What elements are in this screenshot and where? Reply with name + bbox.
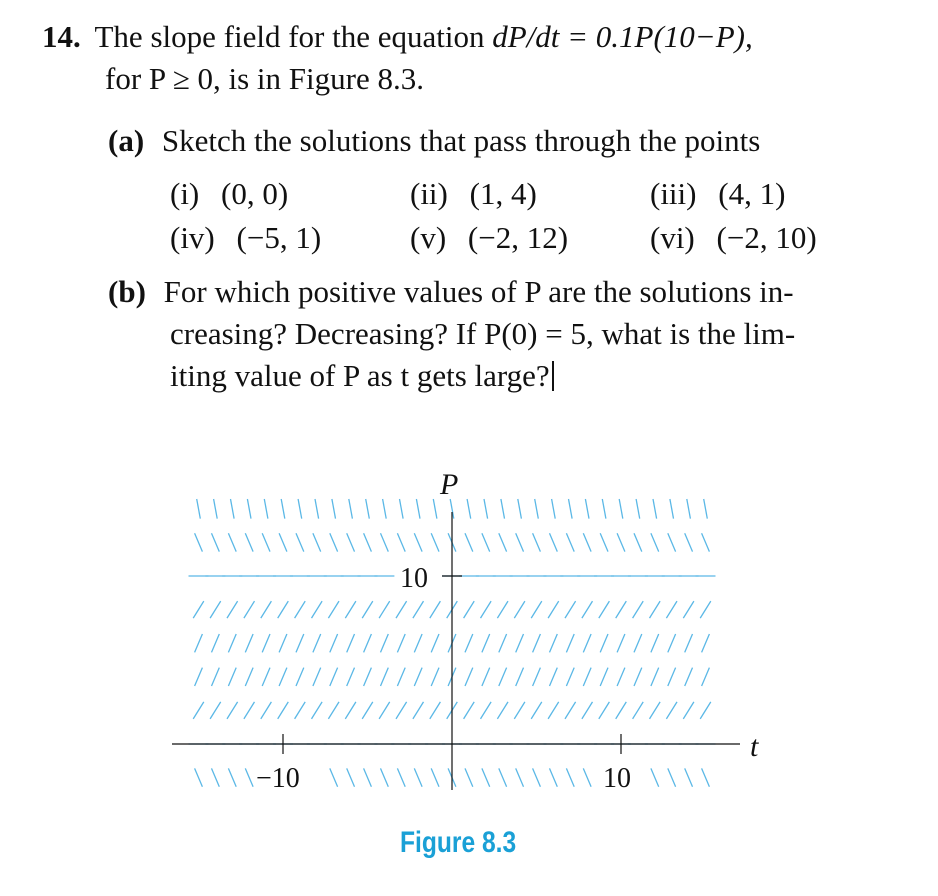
slope-segment: [431, 768, 439, 786]
slope-segment: [600, 668, 608, 686]
slope-segment: [349, 499, 353, 519]
slope-segment: [497, 601, 508, 618]
part-b-line-2: creasing? Decreasing? If P(0) = 5, what is the lim-: [170, 316, 796, 351]
slope-segment: [670, 499, 674, 519]
slope-segment: [262, 668, 270, 686]
slope-segment: [328, 601, 339, 618]
slope-segment: [366, 499, 370, 519]
slope-segment: [497, 702, 508, 719]
slope-segment: [501, 499, 505, 519]
slope-segment: [381, 533, 389, 551]
slope-segment: [430, 601, 441, 618]
slope-segment: [247, 499, 251, 519]
slope-segment: [617, 668, 625, 686]
slope-segment: [668, 668, 676, 686]
slope-segment: [228, 634, 236, 652]
slope-segment: [347, 634, 355, 652]
slope-segment: [636, 499, 640, 519]
slope-segment: [278, 702, 289, 719]
slope-segment: [569, 499, 573, 519]
slope-segment: [413, 702, 424, 719]
slope-segment: [668, 634, 676, 652]
slope-segment: [245, 634, 253, 652]
slope-segment: [634, 668, 642, 686]
slope-segment: [565, 601, 576, 618]
slope-segment: [552, 499, 556, 519]
slope-segment: [227, 601, 238, 618]
slope-segment: [345, 601, 356, 618]
slope-segment: [345, 702, 356, 719]
point-coord: (1, 4): [469, 176, 537, 211]
slope-segment: [210, 702, 221, 719]
slope-segment: [231, 499, 235, 519]
slope-segment: [228, 533, 236, 551]
point-label: (vi): [650, 220, 695, 255]
slope-segment: [296, 634, 304, 652]
part-b-label: (b): [108, 274, 146, 309]
slope-segment: [582, 601, 593, 618]
figure-caption: Figure 8.3: [400, 826, 517, 859]
slope-segment: [685, 533, 693, 551]
slope-segment: [364, 533, 372, 551]
slope-segment: [668, 533, 676, 551]
slope-segment: [195, 768, 203, 786]
slope-segment: [704, 499, 708, 519]
slope-segment: [433, 499, 437, 519]
problem-equation: dP/dt = 0.1P(10−P),: [492, 19, 753, 54]
slope-segment: [465, 634, 473, 652]
slope-segment: [228, 768, 236, 786]
slope-segment: [313, 634, 321, 652]
slope-segment: [683, 601, 694, 618]
slope-segment: [347, 533, 355, 551]
slope-segment: [364, 668, 372, 686]
slope-segment: [296, 668, 304, 686]
point-coord: (−2, 12): [467, 220, 569, 255]
slope-segment: [550, 768, 558, 786]
part-a-label: (a): [108, 123, 145, 158]
slope-segment: [653, 499, 657, 519]
slope-segment: [583, 768, 591, 786]
slope-segment: [533, 668, 541, 686]
slope-segment: [195, 668, 203, 686]
slope-segment: [685, 768, 693, 786]
slope-segment: [651, 634, 659, 652]
problem-line-2: for P ≥ 0, is in Figure 8.3.: [105, 61, 424, 96]
point-label: (iv): [170, 220, 215, 255]
slope-segment: [616, 702, 627, 719]
slope-segment: [397, 533, 405, 551]
point-label: (i): [170, 176, 200, 211]
point-label: (v): [410, 220, 447, 255]
slope-segment: [465, 768, 473, 786]
point-label: (iii): [650, 176, 697, 211]
slope-segment: [499, 533, 507, 551]
slope-segment: [583, 533, 591, 551]
slope-segment: [227, 702, 238, 719]
slope-segment: [210, 601, 221, 618]
slope-segment: [431, 533, 439, 551]
slope-segment: [245, 668, 253, 686]
slope-segment: [482, 768, 490, 786]
slope-segment: [535, 499, 539, 519]
slope-segment: [347, 768, 355, 786]
slope-segment: [583, 634, 591, 652]
slope-segment: [482, 634, 490, 652]
point-coord: (0, 0): [221, 176, 289, 211]
slope-segment: [650, 601, 661, 618]
slope-segment: [651, 768, 659, 786]
slope-segment: [702, 533, 710, 551]
slope-segment: [364, 634, 372, 652]
slope-segment: [702, 668, 710, 686]
slope-segment: [245, 768, 253, 786]
slope-segment: [279, 634, 287, 652]
slope-segment: [431, 668, 439, 686]
slope-segment: [464, 702, 475, 719]
slope-segment: [566, 668, 574, 686]
slope-segment: [330, 533, 338, 551]
slope-segment: [566, 634, 574, 652]
slope-segment: [362, 702, 373, 719]
slope-segment: [396, 702, 407, 719]
point-coord: (−2, 10): [716, 220, 817, 255]
slope-segment: [228, 668, 236, 686]
slope-segment: [600, 634, 608, 652]
slope-segment: [499, 768, 507, 786]
slope-segment: [296, 533, 304, 551]
slope-segment: [362, 601, 373, 618]
slope-segment: [261, 702, 272, 719]
slope-segment: [278, 601, 289, 618]
slope-segment: [651, 668, 659, 686]
slope-segment: [328, 702, 339, 719]
slope-segment: [261, 601, 272, 618]
slope-segment: [414, 668, 422, 686]
slope-segment: [617, 634, 625, 652]
slope-segment: [499, 668, 507, 686]
slope-segment: [197, 499, 201, 519]
part-a-text: Sketch the solutions that pass through the points: [161, 123, 761, 158]
slope-segment: [383, 499, 387, 519]
slope-segment: [585, 499, 589, 519]
slope-segment: [633, 702, 644, 719]
slope-segment: [414, 768, 422, 786]
slope-segment: [264, 499, 268, 519]
slope-segment: [533, 768, 541, 786]
slope-segment: [262, 634, 270, 652]
slope-segment: [347, 668, 355, 686]
slope-segment: [279, 533, 287, 551]
slope-segment: [599, 702, 610, 719]
slope-segment: [279, 668, 287, 686]
slope-segment: [481, 702, 492, 719]
slope-segment: [514, 601, 525, 618]
slope-segment: [700, 601, 711, 618]
slope-segment: [396, 601, 407, 618]
slope-segment: [583, 668, 591, 686]
t-tick-label-neg10: −10: [256, 763, 300, 794]
slope-segment: [431, 634, 439, 652]
point-label: (ii): [410, 176, 448, 211]
t-tick-label-10: 10: [603, 763, 631, 794]
slope-segment: [499, 634, 507, 652]
slope-segment: [379, 702, 390, 719]
slope-segment: [193, 702, 204, 719]
slope-segment: [379, 601, 390, 618]
slope-segment: [313, 668, 321, 686]
slope-segment: [212, 634, 220, 652]
slope-segment: [416, 499, 420, 519]
slope-segment: [195, 533, 203, 551]
slope-segment: [298, 499, 302, 519]
slope-segment: [467, 499, 471, 519]
slope-segment: [465, 533, 473, 551]
slope-segment: [312, 601, 323, 618]
slope-segment: [212, 668, 220, 686]
slope-segment: [516, 768, 524, 786]
slope-segment: [634, 634, 642, 652]
slope-segment: [413, 601, 424, 618]
point-coord: (−5, 1): [236, 220, 322, 255]
slope-segment: [668, 768, 676, 786]
problem-intro: The slope field for the equation: [94, 19, 493, 54]
slope-segment: [616, 601, 627, 618]
slope-segment: [514, 702, 525, 719]
slope-segment: [666, 702, 677, 719]
slope-segment: [683, 702, 694, 719]
slope-segment: [364, 768, 372, 786]
slope-segment: [430, 702, 441, 719]
slope-segment: [482, 668, 490, 686]
slope-segment: [619, 499, 623, 519]
slope-segment: [685, 668, 693, 686]
slope-segment: [602, 499, 606, 519]
slope-segment: [484, 499, 488, 519]
slope-segment: [193, 601, 204, 618]
slope-segment: [518, 499, 522, 519]
slope-segment: [245, 533, 253, 551]
slope-segment: [548, 601, 559, 618]
point-coord: (4, 1): [718, 176, 786, 211]
slope-segment: [414, 533, 422, 551]
slope-segment: [550, 668, 558, 686]
slope-segment: [516, 533, 524, 551]
slope-segment: [600, 533, 608, 551]
slope-segment: [414, 634, 422, 652]
slope-segment: [381, 634, 389, 652]
slope-segment: [244, 702, 255, 719]
part-b-text-3: iting value of P as t gets large?: [170, 358, 550, 393]
slope-segment: [550, 533, 558, 551]
slope-segment: [262, 533, 270, 551]
t-axis-label: t: [750, 730, 759, 763]
slope-segment: [531, 601, 542, 618]
slope-segment: [397, 768, 405, 786]
slope-segment: [212, 533, 220, 551]
slope-segment: [381, 668, 389, 686]
slope-segment: [244, 601, 255, 618]
slope-segment: [633, 601, 644, 618]
slope-segment: [702, 768, 710, 786]
slope-segment: [195, 634, 203, 652]
slope-segment: [548, 702, 559, 719]
slope-segment: [313, 533, 321, 551]
slope-segment: [566, 768, 574, 786]
slope-segment: [464, 601, 475, 618]
slope-segment: [330, 634, 338, 652]
slope-segment: [533, 533, 541, 551]
slope-segment: [550, 634, 558, 652]
slope-segment: [330, 668, 338, 686]
slope-segment: [212, 768, 220, 786]
p-tick-label-10: 10: [400, 563, 428, 594]
slope-segment: [295, 702, 306, 719]
slope-segment: [666, 601, 677, 618]
slope-segment: [214, 499, 218, 519]
problem-number: 14.: [42, 19, 81, 54]
slope-segment: [599, 601, 610, 618]
slope-segment: [533, 634, 541, 652]
slope-segment: [330, 768, 338, 786]
slope-segment: [397, 634, 405, 652]
slope-segment: [397, 668, 405, 686]
p-axis-label: P: [440, 468, 459, 501]
slope-segment: [634, 533, 642, 551]
slope-segment: [582, 702, 593, 719]
slope-segment: [565, 702, 576, 719]
slope-segment: [482, 533, 490, 551]
slope-segment: [700, 702, 711, 719]
slope-segment: [702, 634, 710, 652]
slope-segment: [531, 702, 542, 719]
slope-segment: [566, 533, 574, 551]
slope-segment: [685, 634, 693, 652]
slope-segment: [617, 533, 625, 551]
slope-segment: [281, 499, 285, 519]
slope-segment: [516, 668, 524, 686]
slope-segment: [516, 634, 524, 652]
slope-segment: [315, 499, 319, 519]
slope-segment: [332, 499, 336, 519]
slope-segment: [465, 668, 473, 686]
slope-segment: [295, 601, 306, 618]
slope-segment: [481, 601, 492, 618]
slope-segment: [687, 499, 691, 519]
slope-segment: [400, 499, 404, 519]
slope-segment: [651, 533, 659, 551]
slope-segment: [381, 768, 389, 786]
slope-segment: [312, 702, 323, 719]
part-b-text-1: For which positive values of P are the solutions in-: [163, 274, 794, 309]
slope-segment: [650, 702, 661, 719]
